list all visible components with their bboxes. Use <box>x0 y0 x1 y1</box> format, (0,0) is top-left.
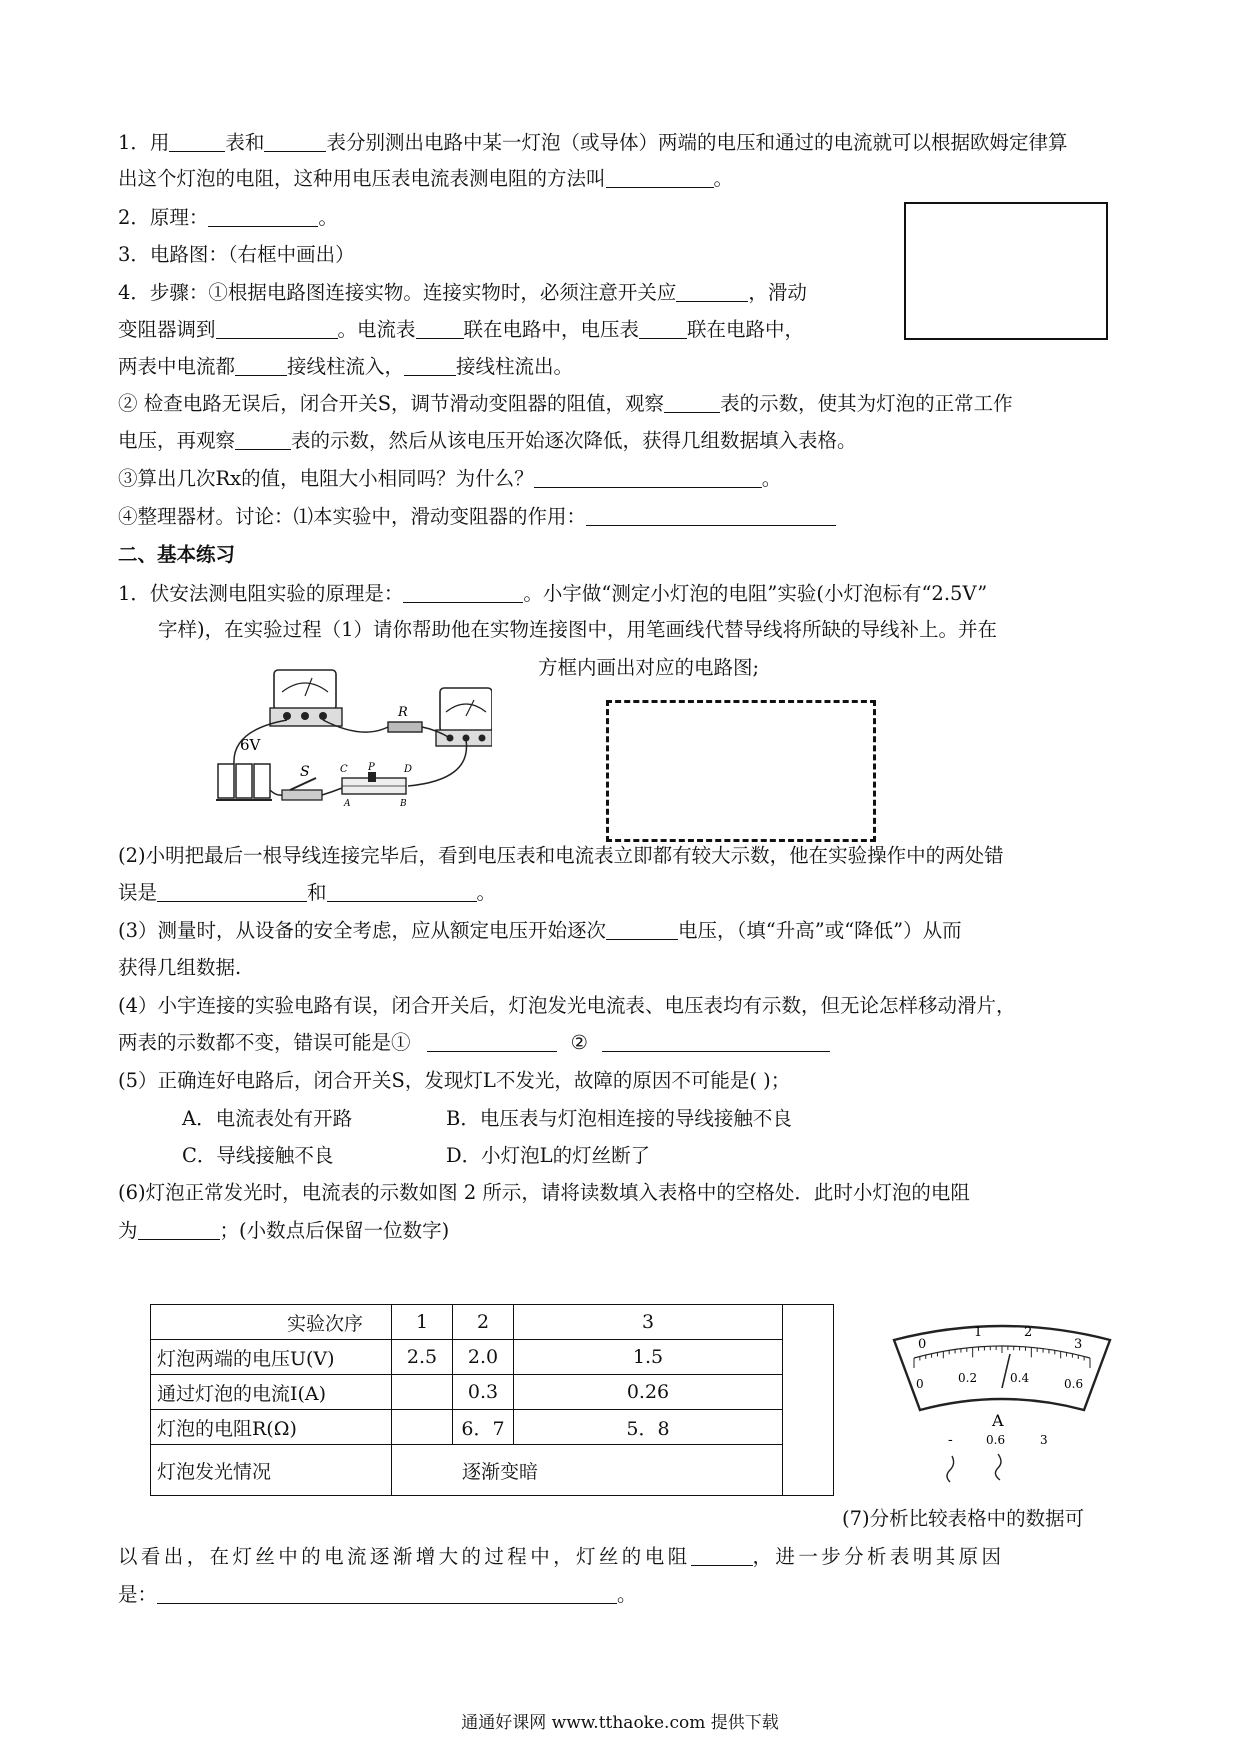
blank-principle-2[interactable] <box>403 582 523 603</box>
circuit-diagram-box[interactable] <box>606 700 876 842</box>
wire-left <box>947 1456 954 1482</box>
blank-terminal-in[interactable] <box>235 355 287 376</box>
blank-fault-1[interactable] <box>427 1031 557 1052</box>
q2-line-2: 误是 和 。 <box>118 881 497 904</box>
top-tick-label: 0 <box>918 1337 927 1352</box>
resistor-label: R <box>398 705 408 720</box>
blank-ammeter-connect[interactable] <box>416 318 464 339</box>
bottom-tick-label: 0.2 <box>958 1371 978 1385</box>
battery-voltage-label: 6V <box>240 736 261 754</box>
s1-line-2: 出这个灯泡的电阻，这种用电压表电流表测电阻的方法叫 。 <box>118 167 734 190</box>
rheostat-a-label: A <box>344 799 351 809</box>
s1-line-3: 2．原理： 。 <box>118 206 338 229</box>
table-extra-column <box>783 1305 834 1496</box>
row-label: 灯泡两端的电压U(V) <box>151 1340 392 1375</box>
table-row <box>151 1340 834 1375</box>
table-cell: 0.3 <box>453 1375 514 1410</box>
bottom-tick-label: 0.4 <box>1010 1371 1030 1385</box>
top-tick-label: 1 <box>974 1325 983 1340</box>
blank-switch[interactable] <box>676 281 748 302</box>
q4-line-2: 两表的示数都不变，错误可能是① ② <box>118 1030 830 1056</box>
blank-fault-2[interactable] <box>602 1031 830 1052</box>
terminal-label: - <box>948 1432 953 1448</box>
q1-line-3: 方框内画出对应的电路图; <box>538 656 760 679</box>
row-label: 灯泡的电阻R(Ω) <box>151 1410 392 1445</box>
rheostat-icon <box>342 772 406 794</box>
table-cell: 1.5 <box>514 1340 783 1375</box>
q5-option-a[interactable]: A．电流表处有开路 <box>182 1107 353 1130</box>
q7-line-3: 是： 。 <box>118 1583 637 1606</box>
q5-option-d[interactable]: D．小灯泡L的灯丝断了 <box>446 1144 651 1167</box>
s1-line-8: ② 检查电路无误后，闭合开关S，调节滑动变阻器的阻值，观察 表的示数，使其为灯泡的正常工作 <box>118 392 1013 415</box>
blank-observe-1[interactable] <box>664 392 720 413</box>
q2-line-1: (2)小明把最后一根导线连接完毕后，看到电压表和电流表立即都有较大示数，他在实验操作中的两处错 <box>118 844 1004 867</box>
circuit-illustration <box>212 660 492 820</box>
q6-line-2: 为 ；(小数点后保留一位数字) <box>118 1219 450 1242</box>
blank-terminal-out[interactable] <box>404 355 456 376</box>
resistor-icon <box>388 722 422 732</box>
table-header-row <box>151 1305 834 1340</box>
blank-rheostat[interactable] <box>216 318 338 339</box>
voltmeter-icon <box>436 688 492 746</box>
q3-line-1: (3）测量时，从设备的安全考虑，应从额定电压开始逐次 电压，（填“升高”或“降低”）从而 <box>118 919 962 942</box>
table-row <box>151 1445 834 1496</box>
ammeter-icon <box>270 670 342 726</box>
table-cell: 2.5 <box>392 1340 453 1375</box>
terminal-label: 3 <box>1040 1433 1048 1447</box>
q1-line-2: 字样)，在实验过程（1）请你帮助他在实物连接图中，用笔画线代替导线将所缺的导线补上。并在 <box>158 618 998 641</box>
s1-line-9: 电压，再观察 表的示数，然后从该电压开始逐次降低，获得几组数据填入表格。 <box>118 429 857 452</box>
s1-line-4: 3．电路图：（右框中画出） <box>118 243 355 266</box>
top-tick-label: 3 <box>1074 1337 1083 1352</box>
page-footer: 通通好课网 www.tthaoke.com 提供下载 <box>461 1713 779 1733</box>
s1-line-5: 4．步骤：①根据电路图连接实物。连接实物时，必须注意开关应 ，滑动 <box>118 281 807 304</box>
s1-line-6: 变阻器调到 。电流表 联在电路中，电压表 联在电路中， <box>118 318 805 341</box>
table-cell: 逐渐变暗 <box>392 1445 783 1496</box>
blank-resistance-trend[interactable] <box>691 1545 753 1566</box>
table-cell: 5．8 <box>514 1410 783 1445</box>
q5-option-c[interactable]: C．导线接触不良 <box>182 1144 334 1167</box>
table-header-cell: 实验次序 <box>151 1305 392 1340</box>
table-header-cell: 2 <box>453 1305 514 1340</box>
table-cell: 6．7 <box>453 1410 514 1445</box>
wire-right <box>995 1454 1001 1480</box>
blank-voltmeter-connect[interactable] <box>639 318 687 339</box>
s1-line-1: 1．用 表和 表分别测出电路中某一灯泡（或导体）两端的电压和通过的电流就可以根据欧姆定律算 <box>118 131 1068 154</box>
rheostat-p-label: P <box>368 762 375 773</box>
table-header-cell: 1 <box>392 1305 453 1340</box>
table-header-cell: 3 <box>514 1305 783 1340</box>
table-cell: 0.26 <box>514 1375 783 1410</box>
q5-option-b[interactable]: B．电压表与灯泡相连接的导线接触不良 <box>446 1107 792 1130</box>
table-cell: 2.0 <box>453 1340 514 1375</box>
blank-error-1[interactable] <box>157 881 307 902</box>
ammeter-dial <box>888 1318 1116 1488</box>
top-tick-label: 2 <box>1024 1325 1033 1340</box>
blank-meter-2[interactable] <box>264 131 326 152</box>
switch-icon <box>282 778 322 800</box>
blank-voltage-change[interactable] <box>606 919 678 940</box>
table-cell-blank[interactable] <box>392 1375 453 1410</box>
s1-line-10: ③算出几次Rx的值，电阻大小相同吗？为什么？ 。 <box>118 467 782 490</box>
q7-line-2: 以看出，在灯丝中的电流逐渐增大的过程中，灯丝的电阻 ，进一步分析表明其原因 <box>118 1545 1005 1568</box>
blank-rheostat-role[interactable] <box>586 505 836 526</box>
q1-line-1: 1．伏安法测电阻实验的原理是： 。小宇做“测定小灯泡的电阻”实验(小灯泡标有“2.5V” <box>118 582 988 605</box>
data-table <box>150 1304 834 1496</box>
switch-label: S <box>300 764 310 780</box>
table-row <box>151 1410 834 1445</box>
blank-reason[interactable] <box>157 1583 617 1604</box>
s1-line-11: ④整理器材。讨论：⑴本实验中，滑动变阻器的作用： <box>118 504 836 530</box>
rheostat-d-label: D <box>404 764 413 775</box>
blank-why[interactable] <box>534 467 762 488</box>
rheostat-c-label: C <box>340 764 348 775</box>
q5-stem: (5）正确连好电路后，闭合开关S，发现灯L不发光，故障的原因不可能是( )； <box>118 1069 791 1092</box>
blank-error-2[interactable] <box>327 881 477 902</box>
q6-line-1: (6)灯泡正常发光时，电流表的示数如图 2 所示，请将读数填入表格中的空格处．此时小灯泡的电阻 <box>118 1181 970 1204</box>
q3-line-2: 获得几组数据. <box>118 956 242 979</box>
bottom-tick-label: 0.6 <box>1064 1377 1084 1391</box>
rheostat-b-label: B <box>400 799 407 809</box>
s1-line-7: 两表中电流都 接线柱流入， 接线柱流出。 <box>118 355 574 378</box>
table-cell-blank[interactable] <box>392 1410 453 1445</box>
battery-icon <box>216 764 272 800</box>
row-label: 灯泡发光情况 <box>151 1445 392 1496</box>
circuit-drawing-box[interactable] <box>904 202 1108 340</box>
q7-line-1: (7)分析比较表格中的数据可 <box>842 1507 1085 1530</box>
blank-observe-2[interactable] <box>235 429 291 450</box>
row-label: 通过灯泡的电流I(A) <box>151 1375 392 1410</box>
blank-resistance[interactable] <box>138 1219 220 1240</box>
blank-meter-1[interactable] <box>169 131 225 152</box>
q4-line-1: (4）小宇连接的实验电路有误，闭合开关后，灯泡发光电流表、电压表均有示数，但无论怎样移动滑片， <box>118 994 1016 1017</box>
section-heading: 二、基本练习 <box>118 543 236 566</box>
table-row <box>151 1375 834 1410</box>
blank-method[interactable] <box>606 167 714 188</box>
blank-principle[interactable] <box>208 206 318 227</box>
terminal-label: 0.6 <box>986 1433 1006 1447</box>
dial-unit: A <box>992 1411 1004 1430</box>
bottom-tick-label: 0 <box>916 1377 924 1391</box>
